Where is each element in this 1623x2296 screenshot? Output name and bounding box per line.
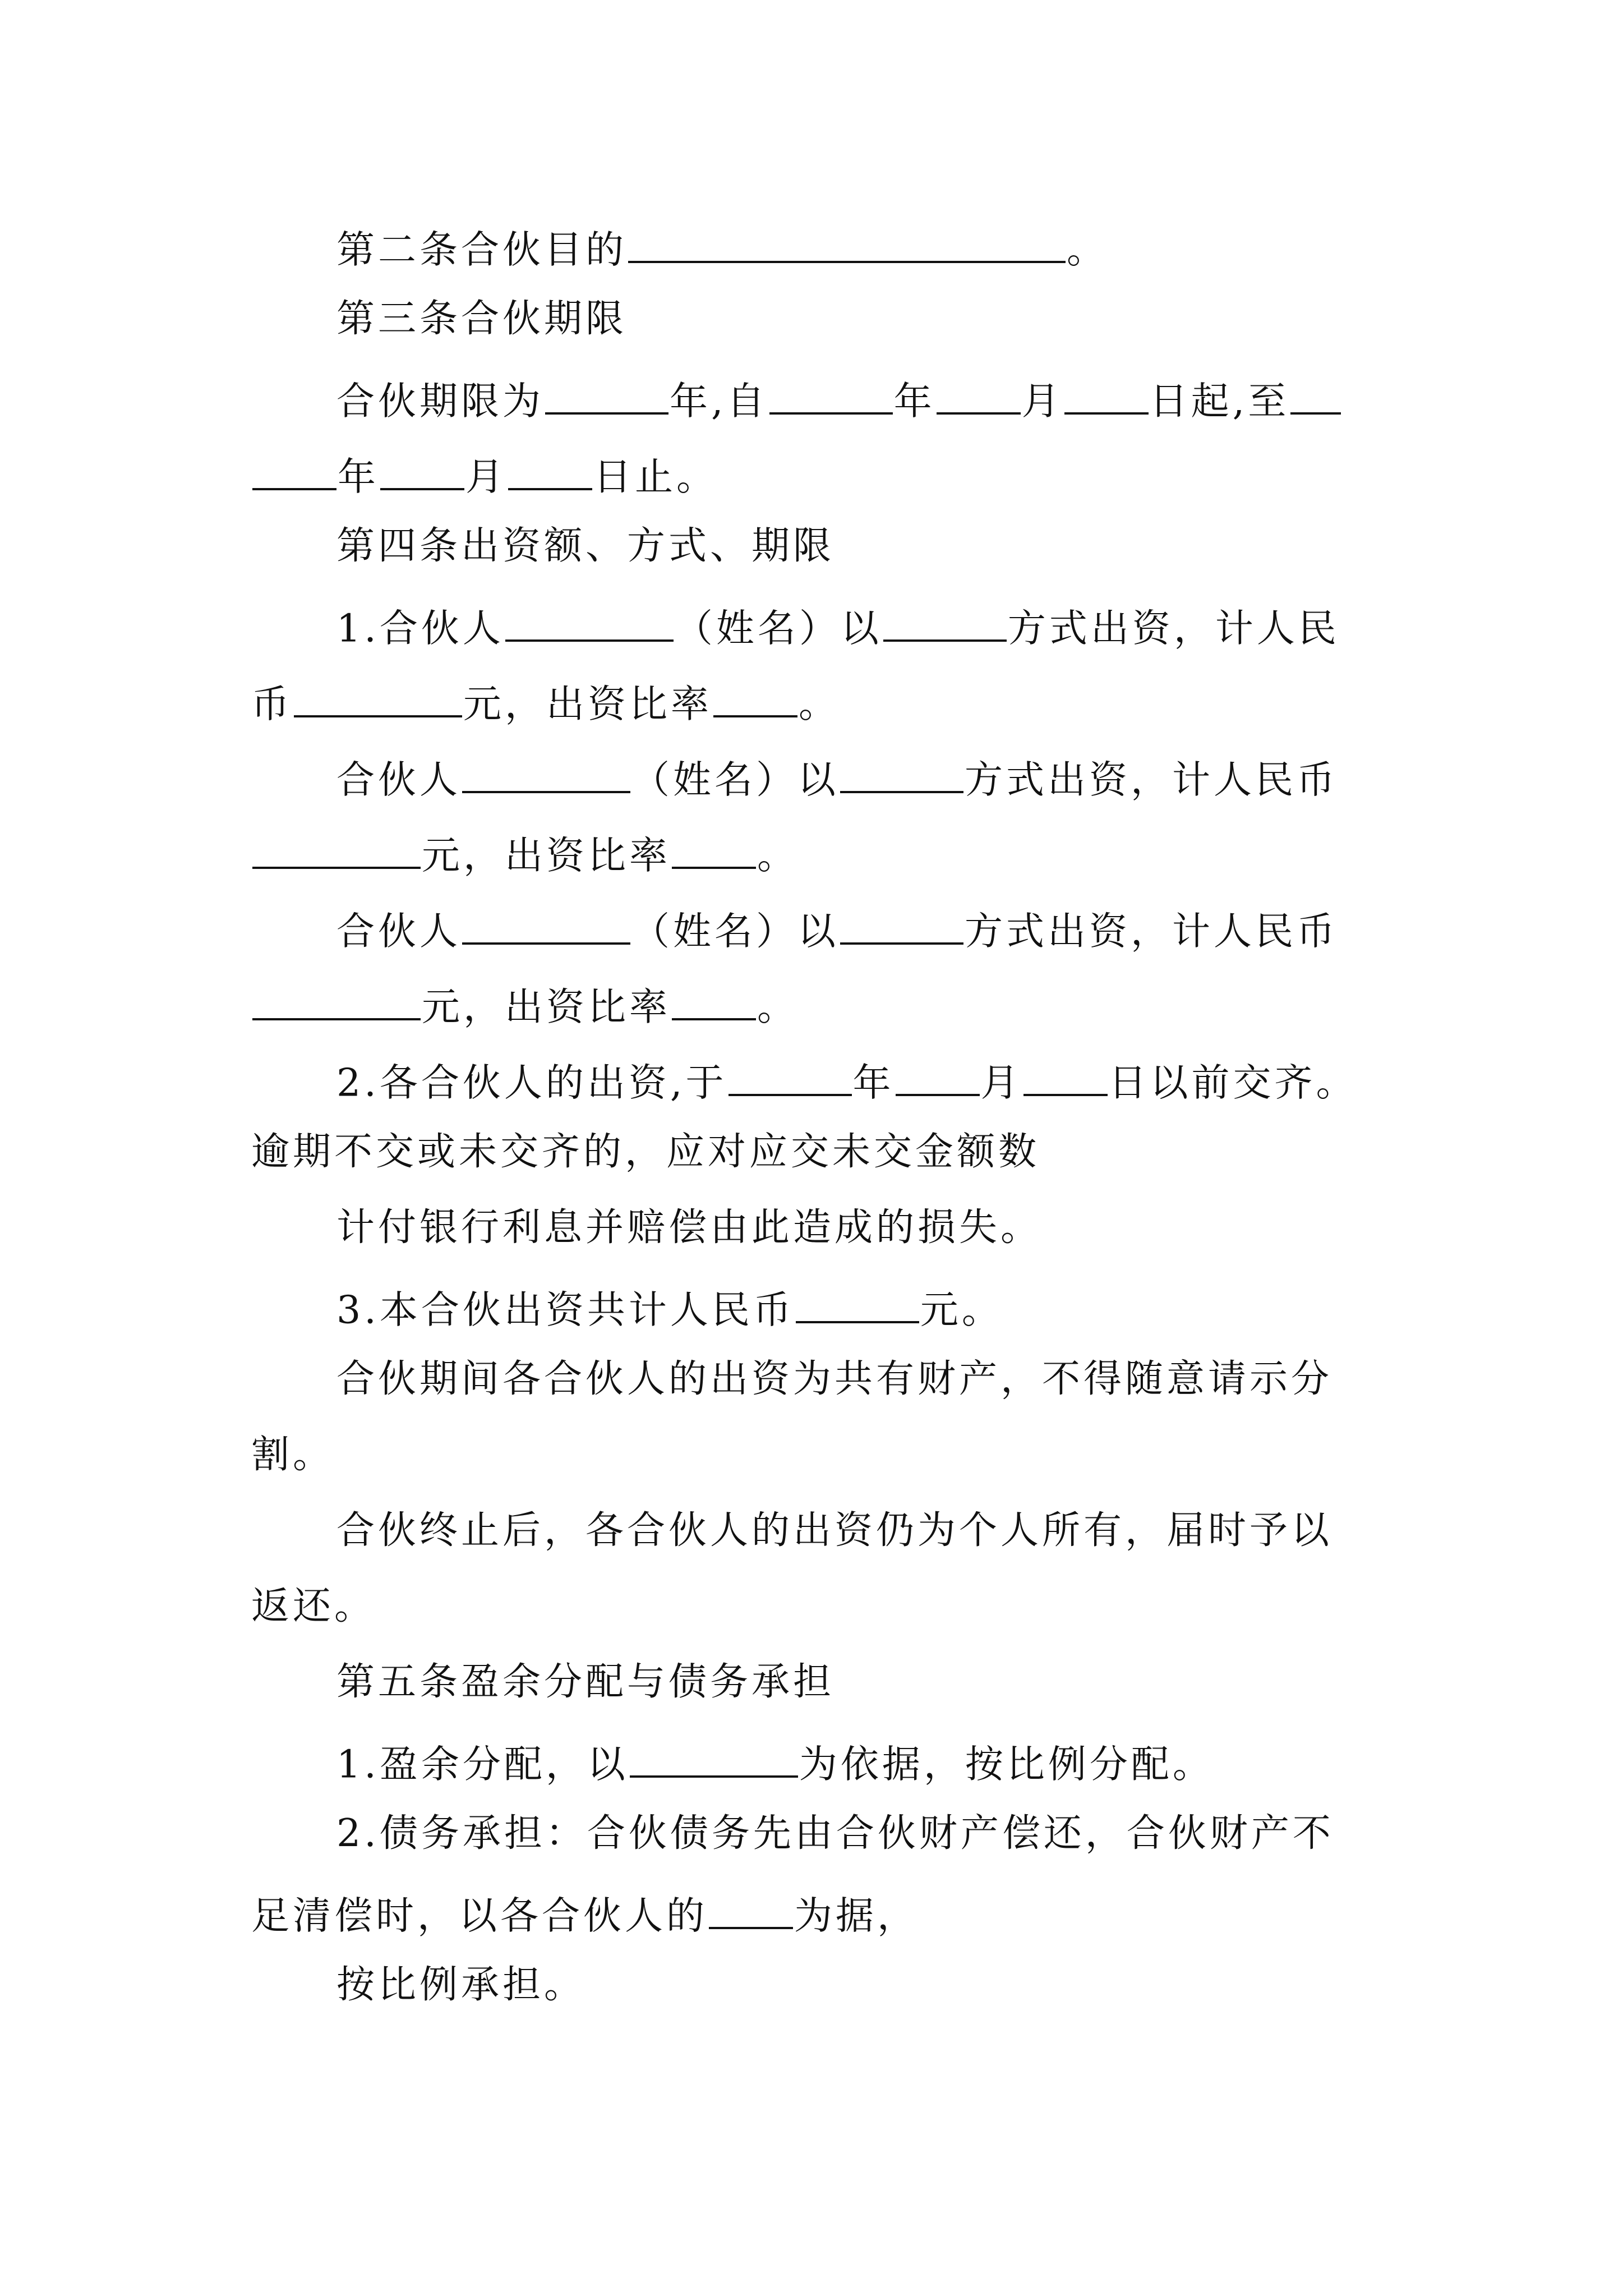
partner-1-line-2 — [251, 679, 841, 727]
text: 月 — [465, 455, 508, 500]
blank-field[interactable] — [1064, 376, 1149, 415]
article-5-heading — [336, 1660, 835, 1704]
blank-field[interactable] — [252, 982, 421, 1020]
text: 返还。 — [251, 1584, 376, 1628]
text: 为依据，按比例分配。 — [799, 1742, 1214, 1787]
blank-field[interactable] — [462, 906, 630, 945]
text: （姓名）以 — [631, 909, 840, 954]
blank-field[interactable] — [896, 1057, 980, 1096]
text: 币 — [251, 682, 293, 727]
text: 月 — [980, 1061, 1022, 1106]
blank-field[interactable] — [252, 830, 421, 869]
blank-field[interactable] — [1290, 376, 1341, 415]
blank-field[interactable] — [545, 376, 668, 415]
text: 合伙期间各合伙人的出资为共有财产，不得随意请示分 — [336, 1357, 1333, 1401]
text: 元，出资比率 — [463, 682, 713, 727]
partner-3-line-1 — [336, 906, 1339, 954]
text: 。 — [799, 682, 841, 727]
debt-line-2 — [251, 1890, 919, 1939]
text: 。 — [757, 985, 799, 1030]
text: 元。 — [920, 1288, 1003, 1333]
text: （姓名）以 — [631, 758, 840, 803]
text: 足清偿时，以各合伙人的 — [251, 1894, 708, 1939]
text: 合伙期限为 — [336, 379, 545, 424]
text: 月 — [1021, 379, 1063, 424]
text: 日以前交齐。 — [1108, 1061, 1358, 1106]
text: 合伙人 — [336, 909, 462, 954]
blank-field[interactable] — [505, 603, 674, 642]
text: 。 — [1067, 228, 1109, 273]
text: 2.债务承担：合伙债务先由合伙财产偿还，合伙财产不 — [336, 1811, 1334, 1856]
partner-1-line-1 — [336, 603, 1340, 651]
text: 元，出资比率 — [422, 834, 671, 878]
deadline-line — [336, 1057, 1358, 1106]
text: 日起,至 — [1149, 379, 1290, 424]
debt-line-3 — [336, 1963, 586, 2007]
term-line-1 — [336, 376, 1342, 424]
blank-field[interactable] — [672, 982, 756, 1020]
blank-field[interactable] — [709, 1890, 793, 1929]
text: 1.盈余分配，以 — [336, 1742, 629, 1787]
partner-2-line-1 — [336, 754, 1339, 803]
blank-field[interactable] — [380, 452, 464, 490]
blank-field[interactable] — [840, 906, 963, 945]
debt-line-1 — [336, 1811, 1334, 1856]
text: 。 — [757, 834, 799, 878]
text: 为据， — [794, 1894, 919, 1939]
interest-line — [336, 1205, 1043, 1250]
termination-line-1 — [336, 1508, 1333, 1553]
partner-2-line-2 — [251, 830, 799, 876]
text: 1.合伙人 — [336, 606, 504, 651]
text: 方式出资，计人民币 — [965, 758, 1339, 803]
blank-field[interactable] — [628, 224, 1066, 263]
text: 2.各合伙人的出资,于 — [336, 1061, 727, 1106]
common-property-line-2 — [251, 1433, 335, 1477]
text: 第三条合伙期限 — [336, 297, 628, 341]
common-property-line-1 — [336, 1357, 1333, 1401]
text: 3.本合伙出资共计人民币 — [336, 1288, 795, 1333]
overdue-line — [251, 1130, 1040, 1174]
text: 第二条合伙目的 — [336, 228, 628, 273]
blank-field[interactable] — [937, 376, 1021, 415]
text: 方式出资，计人民币 — [965, 909, 1339, 954]
blank-field[interactable] — [840, 754, 963, 793]
termination-line-2 — [251, 1584, 376, 1628]
text: 计付银行利息并赔偿由此造成的损失。 — [336, 1205, 1043, 1250]
text: 割。 — [251, 1433, 335, 1477]
blank-field[interactable] — [796, 1285, 919, 1323]
blank-field[interactable] — [1023, 1057, 1108, 1096]
article-4-heading — [336, 524, 835, 568]
text: 年 — [338, 455, 380, 500]
text: 逾期不交或未交齐的，应对应交未交金额数 — [251, 1130, 1040, 1174]
total-capital-line — [336, 1285, 1003, 1333]
profit-distribution-line — [336, 1739, 1214, 1787]
blank-field[interactable] — [294, 679, 462, 717]
text: 元，出资比率 — [422, 985, 671, 1030]
blank-field[interactable] — [769, 376, 893, 415]
text: 第四条出资额、方式、期限 — [336, 524, 835, 568]
blank-field[interactable] — [728, 1057, 852, 1096]
text: 年 — [852, 1061, 895, 1106]
partner-3-line-2 — [251, 982, 799, 1030]
text: 合伙人 — [336, 758, 462, 803]
blank-field[interactable] — [508, 452, 592, 490]
blank-field[interactable] — [883, 603, 1007, 642]
blank-field[interactable] — [672, 830, 756, 869]
text: 年,自 — [670, 379, 768, 424]
blank-field[interactable] — [462, 754, 630, 793]
text: 年 — [893, 379, 935, 424]
text: 第五条盈余分配与债务承担 — [336, 1660, 835, 1704]
text: 方式出资，计人民 — [1007, 606, 1340, 651]
text: 按比例承担。 — [336, 1963, 586, 2007]
blank-field[interactable] — [630, 1739, 798, 1778]
article-3-heading — [336, 297, 628, 341]
term-line-2 — [251, 452, 718, 500]
text: 日止。 — [593, 455, 718, 500]
text: 合伙终止后，各合伙人的出资仍为个人所有，届时予以 — [336, 1508, 1333, 1553]
text: （姓名）以 — [674, 606, 882, 651]
blank-field[interactable] — [252, 452, 336, 490]
blank-field[interactable] — [713, 679, 797, 717]
article-2-line — [336, 224, 1109, 273]
